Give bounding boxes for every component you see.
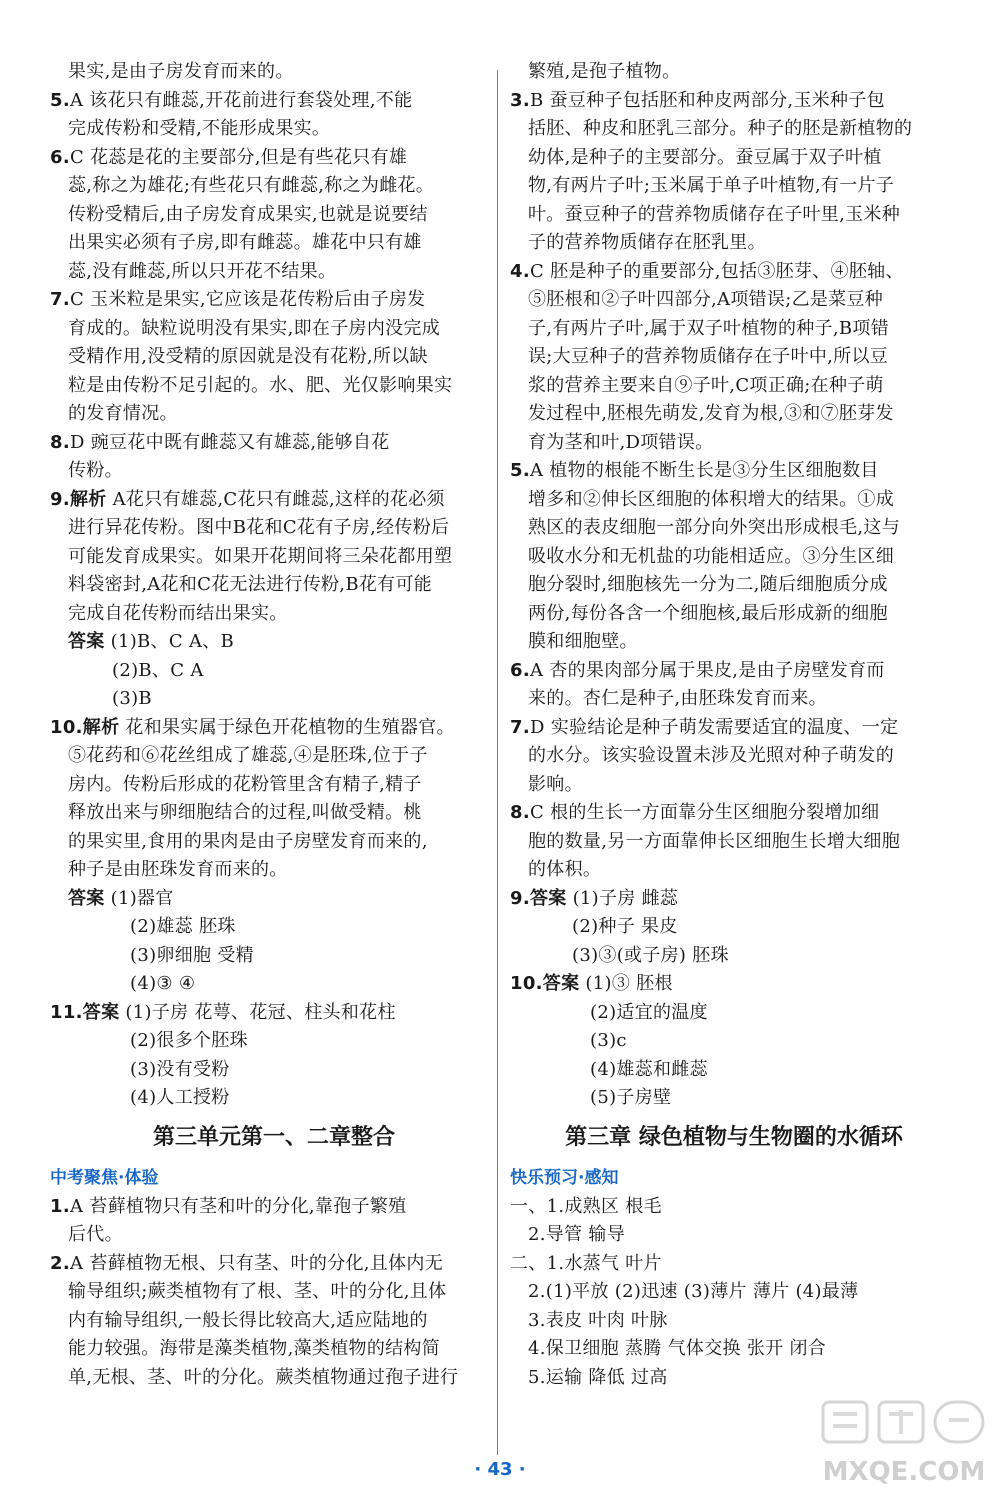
text-line — [50, 286, 498, 315]
line-text: 5.运输 降低 过高 — [528, 1366, 668, 1388]
line-text: A花只有雄蕊,C花只有雌蕊,这样的花必须 — [106, 488, 445, 510]
line-text: ⑤花药和⑥花丝组成了雄蕊,④是胚珠,位于子 — [68, 745, 428, 766]
question-number: 6. — [510, 659, 530, 681]
question-number: 3. — [510, 89, 530, 111]
line-text: 释放出来与卵细胞结合的过程,叫做受精。桃 — [68, 802, 422, 823]
line-text: 3.表皮 叶肉 叶脉 — [528, 1309, 668, 1331]
section-heading: 中考聚焦·体验 — [50, 1167, 159, 1188]
text-line — [50, 600, 498, 629]
text-line — [510, 1307, 958, 1336]
line-text: 完成传粉和受精,不能形成果实。 — [68, 118, 331, 139]
line-text: 可能发育成果实。如果开花期间将三朵花都用塑 — [68, 545, 453, 567]
text-line — [50, 1335, 498, 1364]
text-line — [50, 742, 498, 771]
line-text: (3)③(或子房) 胚珠 — [572, 944, 729, 966]
text-line — [50, 942, 498, 971]
answer-keyword: 解析 — [82, 716, 120, 738]
line-text: A 植物的根能不断生长是③分生区细胞数目 — [529, 460, 879, 481]
text-line — [50, 543, 498, 572]
text-line — [50, 1056, 498, 1085]
line-text: (5)子房壁 — [590, 1087, 672, 1108]
text-line — [510, 856, 958, 885]
text-line — [510, 571, 958, 600]
line-text: A 苔藓植物只有茎和叶的分化,靠孢子繁殖 — [69, 1195, 407, 1217]
column-divider — [497, 70, 498, 1455]
question-number: 9. — [50, 488, 70, 510]
line-text: 出果实必须有子房,即有雌蕊。雄花中只有雄 — [68, 232, 422, 253]
text-line — [510, 315, 958, 344]
line-text: 胞分裂时,细胞核先一分为二,随后细胞质分成 — [528, 574, 888, 595]
answer-keyword: 答案 — [542, 973, 580, 994]
line-text: 果实,是由子房发育而来的。 — [68, 61, 294, 82]
line-text: (2)很多个胚珠 — [130, 1030, 248, 1051]
text-line — [510, 1221, 958, 1250]
line-text: 膜和细胞壁。 — [528, 631, 638, 652]
line-text: (3)B — [112, 688, 152, 709]
text-line — [510, 258, 958, 287]
line-text: 种子是由胚珠发育而来的。 — [68, 859, 288, 880]
line-text: 受精作用,没受精的原因就是没有花粉,所以缺 — [68, 346, 428, 367]
line-text: A 杏的果肉部分属于果皮,是由子房壁发育而 — [529, 659, 885, 681]
text-line — [50, 999, 498, 1028]
text-line — [50, 343, 498, 372]
text-line — [510, 229, 958, 258]
line-text: 传粉受精后,由子房发育成果实,也就是说要结 — [68, 203, 428, 225]
text-line — [50, 771, 498, 800]
line-text: (4)雄蕊和雌蕊 — [590, 1058, 708, 1080]
line-text: C 花蕊是花的主要部分,但是有些花只有雄 — [69, 146, 408, 168]
line-text: 浆的营养主要来自⑨子叶,C项正确;在种子萌 — [528, 374, 884, 396]
line-text: 的体积。 — [528, 859, 602, 880]
line-text: 的发育情况。 — [68, 403, 178, 424]
text-line — [510, 1364, 958, 1393]
line-text: 花和果实属于绿色开花植物的生殖器官。 — [119, 716, 455, 738]
line-text: 传粉。 — [68, 460, 123, 481]
line-text: 育为茎和叶,D项错误。 — [528, 431, 714, 453]
watermark-text: MXQE.COM — [822, 1457, 986, 1487]
line-text: (2)雄蕊 胚珠 — [130, 916, 236, 937]
question-number: 8. — [50, 431, 70, 453]
answer-keyword: 解析 — [69, 488, 107, 510]
text-line — [50, 970, 498, 999]
text-line — [510, 543, 958, 572]
text-line — [50, 799, 498, 828]
text-line — [50, 657, 498, 686]
line-text: 能力较强。海带是藻类植物,藻类植物的结构简 — [68, 1338, 441, 1359]
text-line — [50, 201, 498, 230]
line-text: 熟区的表皮细胞一部分向外突出形成根毛,这与 — [528, 517, 901, 538]
answer-watermark-icon — [815, 1392, 993, 1502]
text-line — [50, 87, 498, 116]
line-text: 后代。 — [68, 1224, 123, 1245]
text-line — [50, 1084, 498, 1113]
question-number: 1. — [50, 1195, 70, 1217]
text-line — [50, 229, 498, 258]
line-text: 子,有两片子叶,属于双子叶植物的种子,B项错 — [528, 317, 889, 339]
text-line — [510, 1250, 958, 1279]
line-text: 2.(1)平放 (2)迅速 (3)薄片 薄片 (4)最薄 — [528, 1281, 859, 1302]
text-line — [510, 172, 958, 201]
text-line — [510, 1193, 958, 1222]
question-number: 7. — [50, 289, 70, 310]
text-line — [50, 913, 498, 942]
line-text: 粒是由传粉不足引起的。水、肥、光仅影响果实 — [68, 374, 453, 396]
text-line — [510, 714, 958, 743]
answer-keyword: 答案 — [68, 887, 105, 909]
text-line — [50, 486, 498, 515]
text-line — [510, 657, 958, 686]
line-text: 内有输导组织,一般长得比较高大,适应陆地的 — [68, 1309, 428, 1331]
text-line — [510, 742, 958, 771]
question-number: 5. — [510, 460, 530, 481]
text-line — [510, 685, 958, 714]
line-text: 子的营养物质储存在胚乳里。 — [528, 232, 766, 253]
chapter-heading: 第三章 绿色植物与生物圈的水循环 — [565, 1124, 903, 1150]
left-column — [50, 58, 498, 1392]
line-text: (2)种子 果皮 — [572, 916, 678, 937]
line-text: (4)③ ④ — [130, 973, 196, 994]
text-line — [510, 771, 958, 800]
line-text: 幼体,是种子的主要部分。蚕豆属于双子叶植 — [528, 146, 882, 168]
line-text: 物,有两片子叶;玉米属于单子叶植物,有一片子 — [528, 175, 895, 196]
line-text: 输导组织;蕨类植物有了根、茎、叶的分化,且体 — [68, 1281, 447, 1302]
text-line — [510, 1335, 958, 1364]
line-text: 蕊,没有雌蕊,所以只开花不结果。 — [68, 260, 337, 282]
line-text: 4.保卫细胞 蒸腾 气体交换 张开 闭合 — [528, 1338, 827, 1359]
line-text: 增多和②伸长区细胞的体积增大的结果。①成 — [528, 488, 894, 510]
line-text: (2)B、C A — [112, 659, 204, 681]
text-line — [510, 457, 958, 486]
text-line — [510, 286, 958, 315]
text-line — [50, 856, 498, 885]
text-line — [50, 628, 498, 657]
text-line — [50, 144, 498, 173]
text-line — [50, 1278, 498, 1307]
line-text: A 该花只有雌蕊,开花前进行套袋处理,不能 — [69, 89, 413, 111]
line-text: D 实验结论是种子萌发需要适宜的温度、一定 — [529, 716, 899, 738]
text-line — [510, 628, 958, 657]
text-line — [50, 828, 498, 857]
line-text: 发过程中,胚根先萌发,发育为根,③和⑦胚芽发 — [528, 403, 894, 424]
section-heading: 快乐预习·感知 — [510, 1167, 619, 1188]
text-line — [510, 1027, 958, 1056]
question-number: 2. — [50, 1252, 70, 1274]
line-text: D 豌豆花中既有雌蕊又有雄蕊,能够自花 — [69, 431, 390, 453]
line-text: (4)人工授粉 — [130, 1087, 230, 1108]
text-line — [50, 429, 498, 458]
text-line — [510, 1084, 958, 1113]
page-number: · 43 · — [474, 1459, 526, 1480]
line-text: 影响。 — [528, 773, 583, 795]
question-number: 10. — [510, 973, 543, 994]
line-text: (1)③ 胚根 — [579, 973, 673, 994]
text-line — [510, 600, 958, 629]
text-line — [510, 87, 958, 116]
text-line — [510, 486, 958, 515]
line-text: 括胚、种皮和胚乳三部分。种子的胚是新植物的 — [528, 118, 913, 139]
line-text: C 玉米粒是果实,它应该是花传粉后由子房发 — [69, 289, 426, 310]
text-line — [510, 144, 958, 173]
line-text: 单,无根、茎、叶的分化。蕨类植物通过孢子进行 — [68, 1366, 459, 1388]
line-text: 的水分。该实验设置未涉及光照对种子萌发的 — [528, 745, 894, 766]
question-number: 5. — [50, 89, 70, 111]
line-text: 来的。杏仁是种子,由胚珠发育而来。 — [528, 688, 827, 709]
line-text: A 苔藓植物无根、只有茎、叶的分化,且体内无 — [69, 1252, 444, 1274]
line-text: 的果实里,食用的果肉是由子房壁发育而来的, — [68, 830, 428, 852]
text-line — [50, 1250, 498, 1279]
text-line — [510, 115, 958, 144]
text-line — [50, 457, 498, 486]
answer-keyword: 答案 — [82, 1001, 120, 1023]
question-number: 9. — [510, 887, 530, 909]
text-line — [510, 372, 958, 401]
text-line — [510, 828, 958, 857]
text-line — [510, 913, 958, 942]
line-text: 吸收水分和无机盐的功能相适应。③分生区细 — [528, 545, 894, 567]
line-text: 完成自花传粉而结出果实。 — [68, 602, 288, 624]
question-number: 6. — [50, 146, 70, 168]
line-text: (3)没有受粉 — [130, 1058, 230, 1080]
line-text: 二、1.水蒸气 叶片 — [510, 1252, 662, 1274]
text-line — [50, 372, 498, 401]
line-text: 育成的。缺粒说明没有果实,即在子房内没完成 — [68, 317, 441, 339]
text-line — [510, 201, 958, 230]
question-number: 7. — [510, 716, 530, 738]
text-line — [50, 1221, 498, 1250]
line-text: 叶。蚕豆种子的营养物质储存在子叶里,玉米种 — [528, 203, 901, 225]
line-text: 蕊,称之为雄花;有些花只有雌蕊,称之为雌花。 — [68, 175, 435, 196]
text-line — [50, 685, 498, 714]
line-text: 一、1.成熟区 根毛 — [510, 1195, 662, 1217]
question-number: 8. — [510, 802, 530, 823]
line-text: (3)c — [590, 1030, 627, 1051]
question-number: 11. — [50, 1001, 83, 1023]
line-text: C 胚是种子的重要部分,包括③胚芽、④胚轴、 — [529, 260, 904, 282]
text-line — [50, 1027, 498, 1056]
line-text: (2)适宜的温度 — [590, 1001, 708, 1023]
line-text: B 蚕豆种子包括胚和种皮两部分,玉米种子包 — [529, 89, 885, 111]
line-text: (1)子房 花萼、花冠、柱头和花柱 — [119, 1001, 396, 1023]
text-line — [510, 942, 958, 971]
text-line — [510, 429, 958, 458]
right-column — [510, 58, 958, 1392]
text-line — [50, 514, 498, 543]
line-text: C 根的生长一方面靠分生区细胞分裂增加细 — [529, 802, 880, 823]
text-line — [50, 714, 498, 743]
line-text: 2.导管 输导 — [528, 1224, 625, 1245]
chapter-heading: 第三单元第一、二章整合 — [152, 1124, 395, 1150]
line-text: (3)卵细胞 受精 — [130, 944, 254, 966]
text-line — [510, 514, 958, 543]
text-line — [510, 1056, 958, 1085]
text-line — [50, 115, 498, 144]
line-text: (1)器官 — [104, 887, 174, 909]
text-line — [510, 58, 958, 87]
text-line — [50, 58, 498, 87]
question-number: 4. — [510, 260, 530, 282]
line-text: 房内。传粉后形成的花粉管里含有精子,精子 — [68, 773, 422, 795]
line-text: 进行异花传粉。图中B花和C花有子房,经传粉后 — [68, 517, 450, 538]
text-line — [50, 172, 498, 201]
text-line — [50, 315, 498, 344]
line-text: 误;大豆种子的营养物质储存在子叶中,所以豆 — [528, 346, 889, 367]
text-line — [510, 999, 958, 1028]
question-number: 10. — [50, 716, 83, 738]
line-text: (1)子房 雌蕊 — [566, 887, 679, 909]
line-text: 繁殖,是孢子植物。 — [528, 61, 681, 82]
text-line — [50, 400, 498, 429]
text-line — [50, 571, 498, 600]
text-line — [50, 258, 498, 287]
line-text: 料袋密封,A花和C花无法进行传粉,B花有可能 — [68, 574, 433, 595]
text-line — [510, 1278, 958, 1307]
line-text: 两份,每份各含一个细胞核,最后形成新的细胞 — [528, 602, 888, 624]
text-line — [50, 1364, 498, 1393]
text-line — [50, 1193, 498, 1222]
text-line — [510, 400, 958, 429]
text-line — [50, 885, 498, 914]
answer-keyword: 答案 — [68, 631, 105, 652]
text-line — [510, 970, 958, 999]
text-line — [510, 885, 958, 914]
line-text: (1)B、C A、B — [104, 631, 235, 652]
text-line — [50, 1307, 498, 1336]
line-text: 胞的数量,另一方面靠伸长区细胞生长增大细胞 — [528, 830, 901, 852]
answer-keyword: 答案 — [529, 887, 567, 909]
text-line — [510, 343, 958, 372]
line-text: ⑤胚根和②子叶四部分,A项错误;乙是菜豆种 — [528, 289, 884, 310]
text-line — [510, 799, 958, 828]
